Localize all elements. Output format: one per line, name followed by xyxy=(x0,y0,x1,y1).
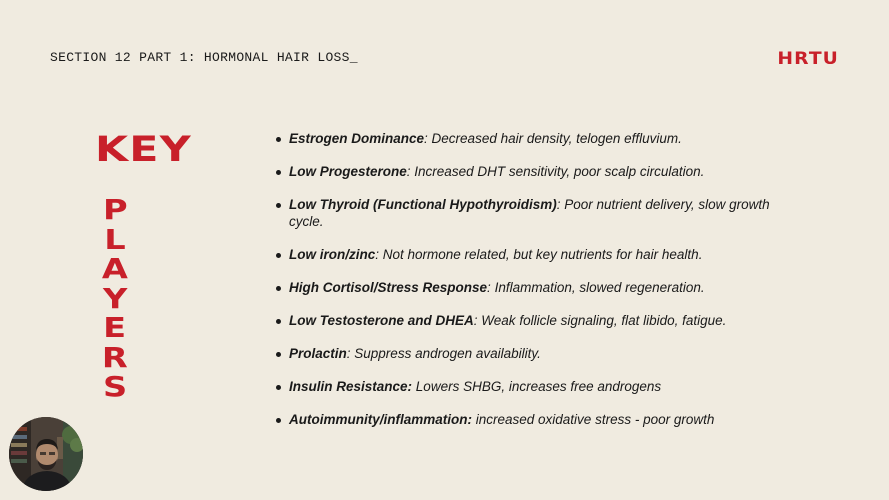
players-letter: A xyxy=(101,252,128,285)
bullet-description: Weak follicle signaling, flat libido, fatigue. xyxy=(477,313,727,328)
players-letter: E xyxy=(103,311,127,344)
list-item xyxy=(276,246,776,263)
bullet-description: Increased DHT sensitivity, poor scalp circulation. xyxy=(410,164,705,179)
bullet-term: Low Thyroid (Functional Hypothyroidism) xyxy=(289,197,557,212)
players-letter: P xyxy=(102,193,128,226)
bullet-description: Not hormone related, but key nutrients for hair health. xyxy=(379,247,703,262)
bullet-description: increased oxidative stress - poor growth xyxy=(472,412,715,427)
bullet-separator: : xyxy=(487,280,491,295)
bullet-separator: : xyxy=(473,313,478,328)
players-letter: Y xyxy=(102,281,128,315)
bullet-term: Estrogen Dominance xyxy=(289,131,425,146)
key-players-list xyxy=(276,130,776,444)
presenter-webcam xyxy=(9,417,83,491)
bullet-description: Decreased hair density, telogen effluvium. xyxy=(427,131,682,146)
bullet-description: Suppress androgen availability. xyxy=(350,346,541,361)
list-item xyxy=(276,279,776,296)
bullet-term: Autoimmunity/inflammation: xyxy=(289,412,472,427)
bullet-term: Low Progesterone xyxy=(289,164,407,179)
list-item xyxy=(276,196,776,230)
bullet-description: Poor nutrient delivery, slow growth cycle. xyxy=(289,197,770,229)
players-letter: S xyxy=(102,370,128,403)
bullet-description: Inflammation, slowed regeneration. xyxy=(490,280,705,295)
bullet-separator: : xyxy=(346,346,351,361)
list-item xyxy=(276,378,776,395)
list-item xyxy=(276,130,776,147)
section-title: SECTION 12 PART 1: HORMONAL HAIR LOSS_ xyxy=(50,50,358,65)
list-item xyxy=(276,345,776,362)
presenter-avatar-image xyxy=(9,417,83,491)
bullet-description: Lowers SHBG, increases free androgens xyxy=(412,379,662,394)
bullet-term: Low Testosterone and DHEA xyxy=(289,313,474,328)
list-item xyxy=(276,312,776,329)
bullet-term: Prolactin xyxy=(289,346,347,361)
bullet-separator: : xyxy=(424,131,428,146)
players-heading xyxy=(95,195,135,402)
bullet-term: High Cortisol/Stress Response xyxy=(289,280,488,295)
bullet-term: Low iron/zinc xyxy=(289,247,376,262)
players-letter: R xyxy=(102,340,128,374)
list-item xyxy=(276,163,776,180)
list-item xyxy=(276,411,776,428)
key-heading: KEY xyxy=(95,130,192,170)
bullet-separator: : xyxy=(375,247,380,262)
bullet-term: Insulin Resistance: xyxy=(289,379,413,394)
bullet-separator: : xyxy=(556,197,561,212)
hrtu-logo: HRTU xyxy=(777,49,839,69)
players-letter: L xyxy=(104,222,126,256)
bullet-separator: : xyxy=(406,164,411,179)
